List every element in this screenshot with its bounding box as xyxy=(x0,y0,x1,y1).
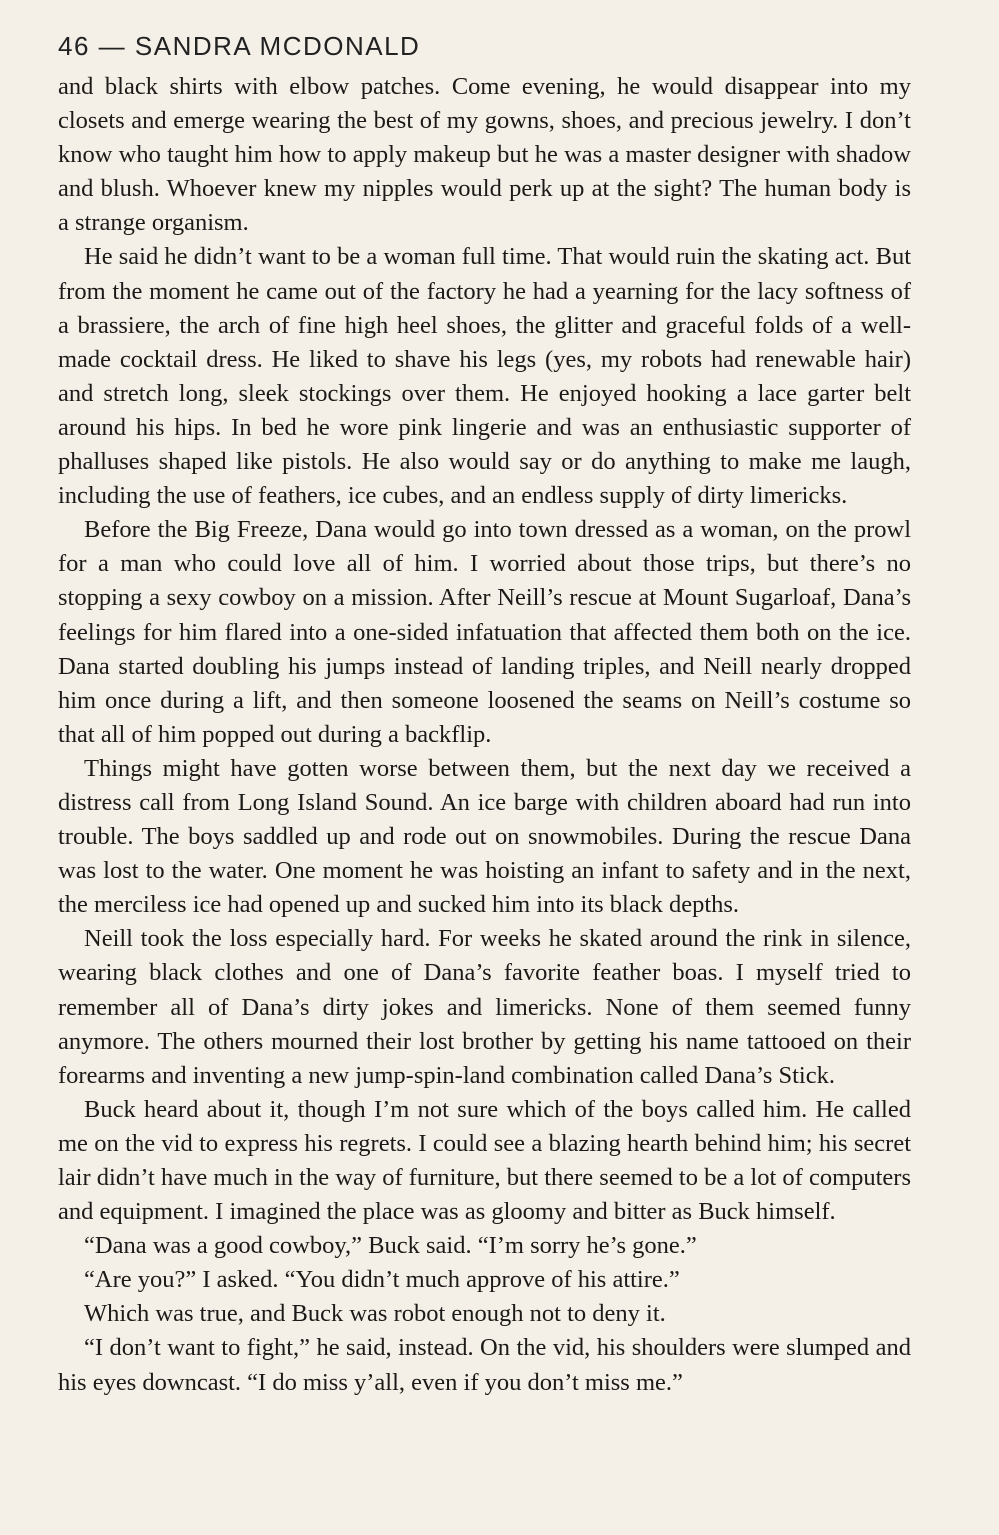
running-header xyxy=(58,28,911,64)
paragraph: Things might have gotten worse between them, but the next day we received a distress call from Long Island Sound. An ice barge with children aboard had run into trouble. The boys saddled up and rode out on snowmobiles. During the rescue Dana was lost to the water. One moment he was hoisting an infant to safety and in the next, the merciless ice had opened up and sucked him into its black depths. xyxy=(58,754,911,919)
paragraph: and black shirts with elbow patches. Come evening, he would disappear into my closets and emerge wearing the best of my gowns, shoes, and precious jewelry. I don’t know who taught him how to apply makeup but he was a master designer with shadow and blush. Whoever knew my nipples would perk up at the sight? The human body is a strange organism. xyxy=(58,73,911,237)
author-name: SANDRA MCDONALD xyxy=(134,31,421,61)
dialogue-paragraph: “Are you?” I asked. “You didn’t much approve of his attire.” xyxy=(84,1266,680,1294)
paragraph: Which was true, and Buck was robot enough not to deny it. xyxy=(84,1300,666,1328)
page-body xyxy=(58,70,911,1400)
paragraph: He said he didn’t want to be a woman full time. That would ruin the skating act. But from the moment he came out of the factory he had a yearning for the lacy softness of a brassiere, the arch of fine high heel shoes, the glitter and graceful folds of a well-made cocktail dress. He liked to shave his legs (yes, my robots had renewable hair) and stretch long, sleek stockings over them. He enjoyed hooking a lace garter belt around his hips. In bed he wore pink lingerie and was an enthusiastic supporter of phalluses shaped like pistols. He also would say or do anything to make me laugh, including the use of feathers, ice cubes, and an endless supply of dirty limericks. xyxy=(58,243,911,510)
header-separator: — xyxy=(98,31,127,61)
dialogue-paragraph: “Dana was a good cowboy,” Buck said. “I’m sorry he’s gone.” xyxy=(84,1232,697,1260)
paragraph: Before the Big Freeze, Dana would go into town dressed as a woman, on the prowl for a man who could love all of him. I worried about those trips, but there’s no stopping a sexy cowboy on a mission. After Neill’s rescue at Mount Sugarloaf, Dana’s feelings for him flared into a one-sided infatuation that affected them both on the ice. Dana started doubling his jumps instead of landing triples, and Neill nearly dropped him once during a lift, and then someone loosened the seams on Neill’s costume so that all of him popped out during a backflip. xyxy=(58,516,911,748)
paragraph: Neill took the loss especially hard. For weeks he skated around the rink in silence, wearing black clothes and one of Dana’s favorite feather boas. I myself tried to remember all of Dana’s dirty jokes and limericks. None of them seemed funny anymore. The others mourned their lost brother by getting his name tattooed on their forearms and inventing a new jump-spin-land combination called Dana’s Stick. xyxy=(58,925,911,1089)
page-number: 46 xyxy=(58,31,90,61)
paragraph: Buck heard about it, though I’m not sure which of the boys called him. He called me on the vid to express his regrets. I could see a blazing hearth behind him; his secret lair didn’t have much in the way of furniture, but there seemed to be a lot of computers and equipment. I imagined the place was as gloomy and bitter as Buck himself. xyxy=(58,1095,911,1226)
dialogue-paragraph: “I don’t want to fight,” he said, instead. On the vid, his shoulders were slumped and his eyes downcast. “I do miss y’all, even if you don’t miss me.” xyxy=(58,1334,911,1396)
